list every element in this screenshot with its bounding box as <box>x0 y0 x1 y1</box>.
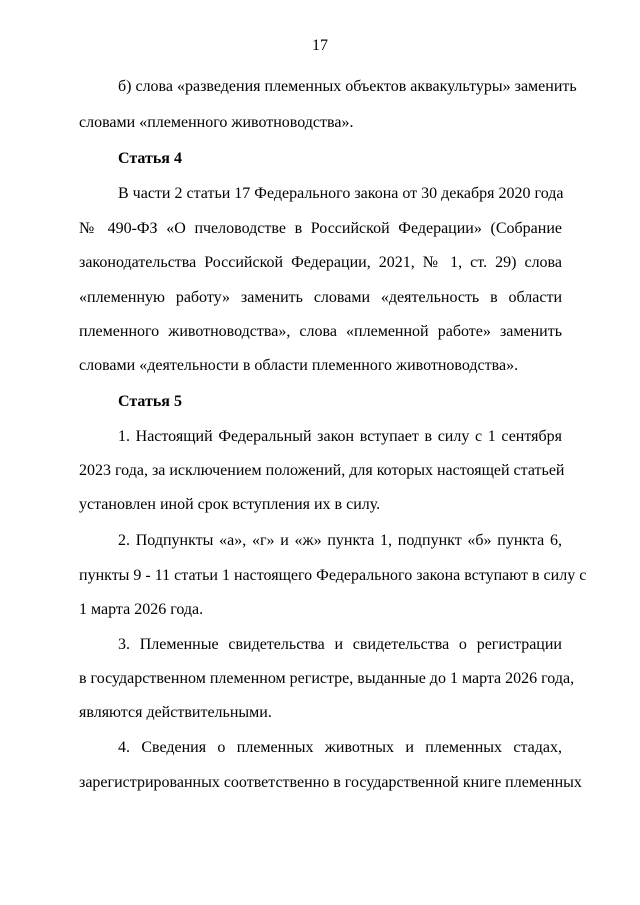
page-number: 17 <box>312 37 328 54</box>
article-5-item-1-line-3: установлен иной срок вступления их в силу. <box>79 496 381 513</box>
article-4-line-6: словами «деятельности в области племенного животноводства». <box>79 357 519 374</box>
article-5-item-4-line-1: 4. Сведения о племенных животных и племенных стадах, <box>118 739 562 756</box>
article-4-line-1: В части 2 статьи 17 Федерального закона от 30 декабря 2020 года <box>118 185 564 202</box>
article-4-line-4: «племенную работу» заменить словами «деятельность в области <box>79 289 562 306</box>
article-4-line-5: племенного животноводства», слова «племенной работе» заменить <box>79 323 562 340</box>
paragraph-b-line-1: б) слова «разведения племенных объектов аквакультуры» заменить <box>118 78 577 95</box>
article-5-item-4-line-2: зарегистрированных соответственно в государственной книге племенных <box>79 774 582 791</box>
article-5-item-3-line-2: в государственном племенном регистре, выданные до 1 марта 2026 года, <box>79 670 575 687</box>
article-5-item-1-line-2: 2023 года, за исключением положений, для которых настоящей статьей <box>79 462 565 479</box>
article-4-line-3: законодательства Российской Федерации, 2021, № 1, ст. 29) слова <box>79 254 562 271</box>
article-5-item-1-line-1: 1. Настоящий Федеральный закон вступает в силу с 1 сентября <box>118 428 562 445</box>
article-4-heading: Статья 4 <box>118 150 182 167</box>
article-5-heading: Статья 5 <box>118 393 182 410</box>
article-5-item-3-line-1: 3. Племенные свидетельства и свидетельства о регистрации <box>118 636 562 653</box>
article-4-line-2: № 490-ФЗ «О пчеловодстве в Российской Федерации» (Собрание <box>79 220 562 237</box>
article-5-item-2-line-1: 2. Подпункты «а», «г» и «ж» пункта 1, подпункт «б» пункта 6, <box>118 532 562 549</box>
article-5-item-3-line-3: являются действительными. <box>79 704 272 721</box>
paragraph-b-line-2: словами «племенного животноводства». <box>79 114 354 131</box>
article-5-item-2-line-3: 1 марта 2026 года. <box>79 601 204 618</box>
article-5-item-2-line-2: пункты 9 - 11 статьи 1 настоящего Федерального закона вступают в силу с <box>79 567 587 584</box>
